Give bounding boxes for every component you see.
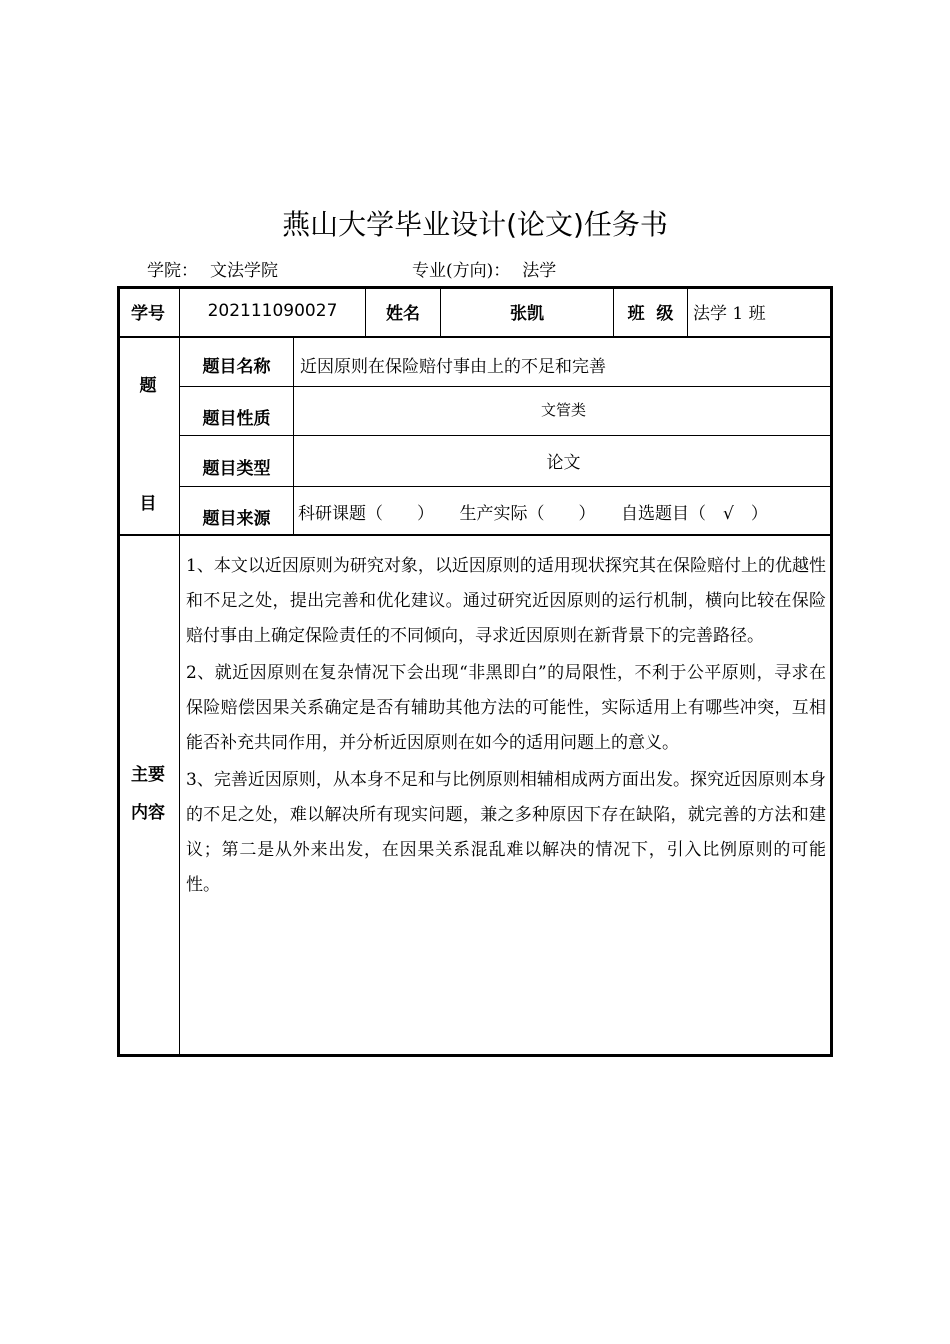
- topic-nature-label: 题目性质: [202, 408, 271, 429]
- content-paragraph-3: 3、完善近因原则，从本身不足和与比例原则相辅相成两方面出发。探究近因原则本身的不足之处，难以解决所有现实问题，兼之多种原因下存在缺陷，就完善的方法和建议；第二是从外来出发，在因果关系混乱难以解决的情况下，引入比例原则的可能性。: [186, 770, 826, 895]
- col-divider: [687, 286, 688, 336]
- topic-type-value: 论文: [546, 452, 581, 473]
- document-title: 燕山大学毕业设计(论文)任务书: [282, 208, 668, 241]
- college-line: [147, 258, 278, 284]
- task-table: [117, 286, 833, 1057]
- main-content-label: [117, 756, 179, 832]
- row-divider: [117, 336, 833, 338]
- topic-source-value: 科研课题（ ） 生产实际（ ） 自选题目（ √ ）: [298, 503, 768, 524]
- topic-nature-value: 文管类: [540, 400, 586, 419]
- content-paragraph-2: 2、就近因原则在复杂情况下会出现“非黑即白”的局限性，不利于公平原则，寻求在保险赔偿因果关系确定是否有辅助其他方法的可能性，实际适用上有哪些冲突，互相能否补充共同作用，并分析近因原则在如今的适用问题上的意义。: [186, 663, 826, 753]
- main-content-label-line2: 内容: [131, 803, 165, 823]
- topic-label-bottom: 目: [139, 494, 157, 514]
- major-label: 专业(方向)：: [412, 261, 511, 281]
- college-value: 文法学院: [210, 261, 278, 281]
- class-value: 法学 1 班: [693, 303, 766, 324]
- topic-name-label: 题目名称: [202, 356, 271, 377]
- main-content-text: [186, 549, 826, 905]
- major-value: 法学: [522, 261, 557, 281]
- major-line: [412, 258, 556, 284]
- col-divider: [293, 336, 294, 534]
- topic-label-top: 题: [139, 376, 157, 396]
- topic-source-label: 题目来源: [202, 508, 271, 529]
- name-value: 张凯: [510, 303, 544, 324]
- content-paragraph-1: 1、本文以近因原则为研究对象，以近因原则的适用现状探究其在保险赔付上的优越性和不足之处，提出完善和优化建议。通过研究近因原则的运行机制，横向比较在保险赔付事由上确定保险责任的不同倾向，寻求近因原则在新背景下的完善路径。: [186, 556, 826, 646]
- main-content-label-line1: 主要: [131, 765, 165, 785]
- student-id-value: 202111090027: [207, 301, 338, 321]
- class-label: 班 级: [627, 303, 674, 324]
- college-label: 学院：: [147, 261, 198, 281]
- name-label: 姓名: [386, 303, 420, 324]
- topic-type-label: 题目类型: [202, 458, 271, 479]
- topic-name-value: 近因原则在保险赔付事由上的不足和完善: [300, 356, 606, 377]
- student-id-label: 学号: [131, 303, 165, 324]
